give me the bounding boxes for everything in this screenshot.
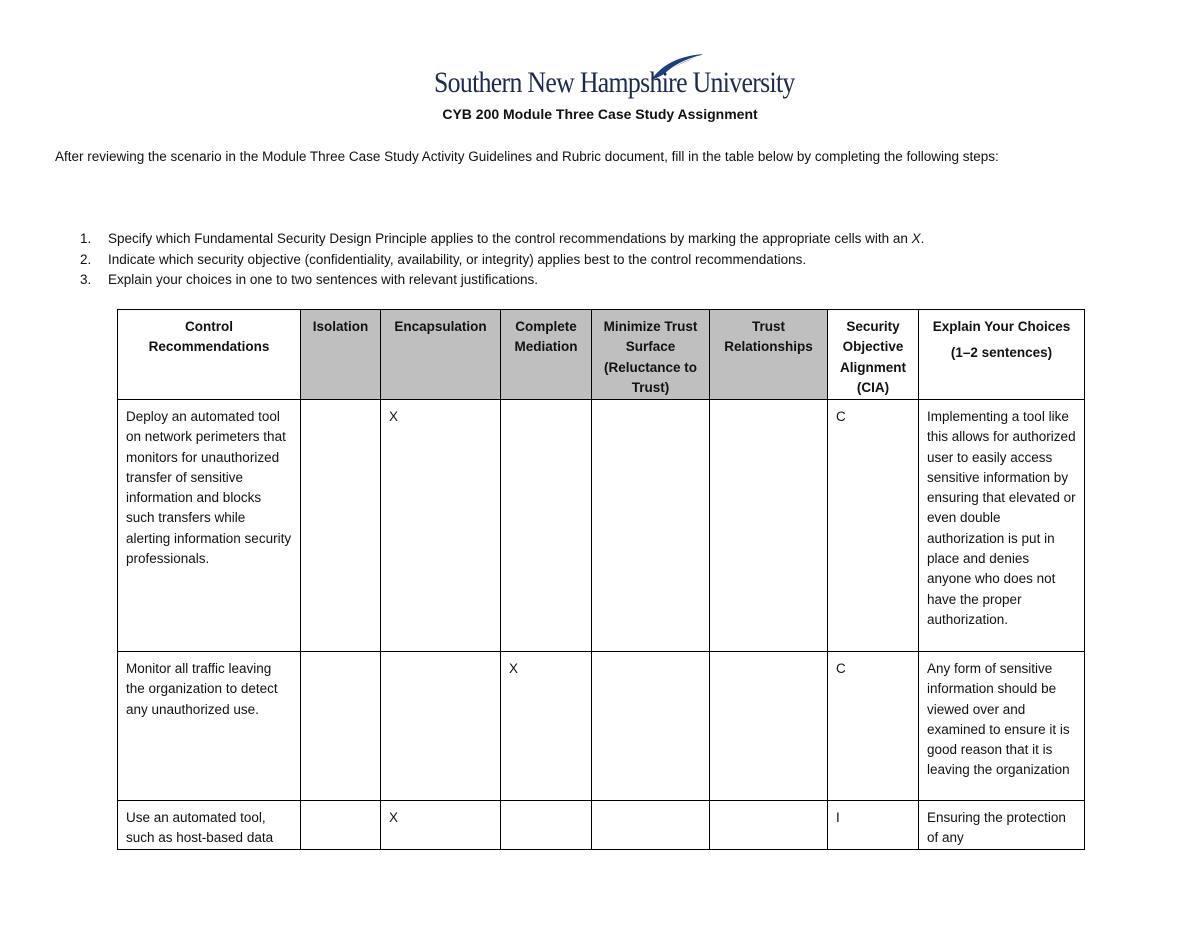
- table-header-row: [118, 310, 1085, 400]
- cell-cia: I: [828, 801, 919, 850]
- cell-recommendation: Use an automated tool, such as host-based data: [118, 801, 301, 850]
- cell-explanation: Ensuring the protection of any: [919, 801, 1085, 850]
- step-number: 2.: [80, 251, 92, 267]
- step-item: [80, 250, 924, 271]
- step-number: 1.: [80, 231, 92, 246]
- case-study-table: [117, 309, 1085, 850]
- header-control-recommendations: Control Recommendations: [118, 310, 301, 400]
- header-trust-relationships: Trust Relationships: [710, 310, 828, 400]
- cell-recommendation: Deploy an automated tool on network perimeters that monitors for unauthorized transfer of sensitive information and blocks such transfers while alerting information security professionals.: [118, 400, 301, 652]
- logo-wordmark: Southern New Hampshire University: [434, 66, 795, 99]
- cell-encapsulation: X: [381, 801, 501, 850]
- cell-minimize-trust-surface: [592, 652, 710, 801]
- header-isolation: Isolation: [301, 310, 381, 400]
- cell-cia: C: [828, 652, 919, 801]
- cell-isolation: [301, 801, 381, 850]
- header-explain-choices: [919, 310, 1085, 400]
- step-text: Indicate which security objective (confidentiality, availability, or integrity) applies best to the control recommendations.: [108, 251, 807, 267]
- instruction-steps: [80, 229, 924, 291]
- cell-trust-relationships: [710, 801, 828, 850]
- step-item: [80, 229, 924, 250]
- cell-trust-relationships: [710, 400, 828, 652]
- cell-explanation: Implementing a tool like this allows for authorized user to easily access sensitive information by ensuring that elevated or even double authorization is put in place and denies anyone who does not have the proper authorization.: [919, 400, 1085, 652]
- cell-encapsulation: X: [381, 400, 501, 652]
- cell-isolation: [301, 400, 381, 652]
- header-encapsulation: Encapsulation: [381, 310, 501, 400]
- cell-complete-mediation: [501, 400, 592, 652]
- step-item: [80, 270, 924, 291]
- header-complete-mediation: Complete Mediation: [501, 310, 592, 400]
- cell-explanation: Any form of sensitive information should be viewed over and examined to ensure it is good reason that it is leaving the organization: [919, 652, 1085, 801]
- step-number: 3.: [80, 272, 92, 287]
- cell-complete-mediation: X: [501, 652, 592, 801]
- intro-paragraph: After reviewing the scenario in the Module Three Case Study Activity Guidelines and Rubric document, fill in the table below by completing the following steps:: [55, 149, 999, 164]
- header-explain-label: Explain Your Choices: [932, 319, 1071, 334]
- step-text-end: .: [920, 231, 925, 246]
- university-logo: [434, 52, 795, 102]
- cell-complete-mediation: [501, 801, 592, 850]
- header-security-objective: Security Objective Alignment (CIA): [828, 310, 919, 400]
- cell-encapsulation: [381, 652, 501, 801]
- document-title: CYB 200 Module Three Case Study Assignment: [442, 106, 758, 122]
- cell-cia: C: [828, 400, 919, 652]
- table-row: [118, 400, 1085, 652]
- header-minimize-trust-surface: Minimize Trust Surface (Reluctance to Trust): [592, 310, 710, 400]
- table-row: [118, 801, 1085, 850]
- cell-recommendation: Monitor all traffic leaving the organization to detect any unauthorized use.: [118, 652, 301, 801]
- header-explain-note: (1–2 sentences): [950, 345, 1053, 361]
- step-emphasis: X: [911, 231, 921, 246]
- cell-isolation: [301, 652, 381, 801]
- step-text: Specify which Fundamental Security Design Principle applies to the control recommendations by marking the appropriate cells with an: [108, 231, 912, 246]
- table-row: [118, 652, 1085, 801]
- cell-minimize-trust-surface: [592, 801, 710, 850]
- step-text: Explain your choices in one to two sentences with relevant justifications.: [108, 272, 538, 287]
- cell-trust-relationships: [710, 652, 828, 801]
- cell-minimize-trust-surface: [592, 400, 710, 652]
